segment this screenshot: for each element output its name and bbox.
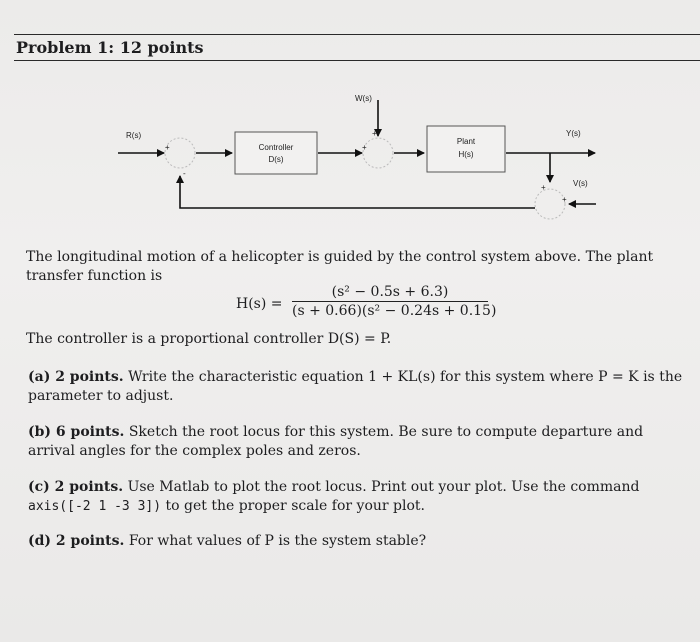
- header-top-rule: [14, 34, 700, 35]
- minus-sign-1: -: [183, 169, 186, 178]
- plant-block: [427, 126, 505, 172]
- plus-sign-2: +: [362, 143, 367, 152]
- controller-block: [235, 132, 317, 174]
- part-d-text: For what values of P is the system stable?: [128, 533, 427, 549]
- summing-junction-3: [535, 189, 565, 219]
- plant-tf-label: H(s): [458, 150, 474, 159]
- block-diagram: [0, 80, 700, 230]
- part-c: [28, 478, 690, 516]
- plant-label: Plant: [456, 137, 476, 146]
- part-d: [28, 532, 690, 551]
- part-a-label: (a) 2 points.: [28, 369, 124, 385]
- r-label: R(s): [126, 131, 142, 140]
- part-b-text: Sketch the root locus for this system. Be sure to compute departure and arrival angles for the complex poles and zeros.: [28, 424, 644, 459]
- plus-sign-5: +: [562, 195, 567, 204]
- part-c-text-before: Use Matlab to plot the root locus. Print out your plot. Use the command: [127, 479, 640, 495]
- feedback-path: [180, 176, 535, 208]
- header-bottom-rule: [14, 60, 700, 61]
- part-a: [28, 368, 690, 406]
- equation-fraction: [292, 284, 497, 319]
- equation-lhs: H(s) =: [236, 296, 283, 312]
- part-c-label: (c) 2 points.: [28, 479, 124, 495]
- controller-paragraph: The controller is a proportional controller D(S) = P.: [26, 331, 392, 347]
- plus-sign-1: +: [165, 143, 170, 152]
- w-label: W(s): [355, 94, 372, 103]
- intro-paragraph: The longitudinal motion of a helicopter is guided by the control system above. The plant transfer function is: [26, 249, 654, 284]
- controller-tf-label: D(s): [268, 155, 284, 164]
- part-a-text: Write the characteristic equation 1 + KL(s) for this system where P = K is the parameter to adjust.: [28, 369, 683, 404]
- part-b: [28, 423, 690, 461]
- problem-title: Problem 1: 12 points: [16, 38, 204, 57]
- plus-sign-4: +: [541, 183, 546, 192]
- equation-numerator: (s² − 0.5s + 6.3): [292, 284, 488, 302]
- summing-junction-2: [363, 138, 393, 168]
- v-label: V(s): [573, 179, 588, 188]
- controller-label: Controller: [258, 143, 294, 152]
- equation-denominator: (s + 0.66)(s² − 0.24s + 0.15): [292, 303, 497, 319]
- part-d-label: (d) 2 points.: [28, 533, 125, 549]
- part-b-label: (b) 6 points.: [28, 424, 125, 440]
- y-label: Y(s): [566, 129, 581, 138]
- plus-sign-3: +: [372, 129, 377, 138]
- part-c-text-after: to get the proper scale for your plot.: [165, 498, 425, 514]
- part-c-code: axis([-2 1 -3 3]): [28, 499, 162, 514]
